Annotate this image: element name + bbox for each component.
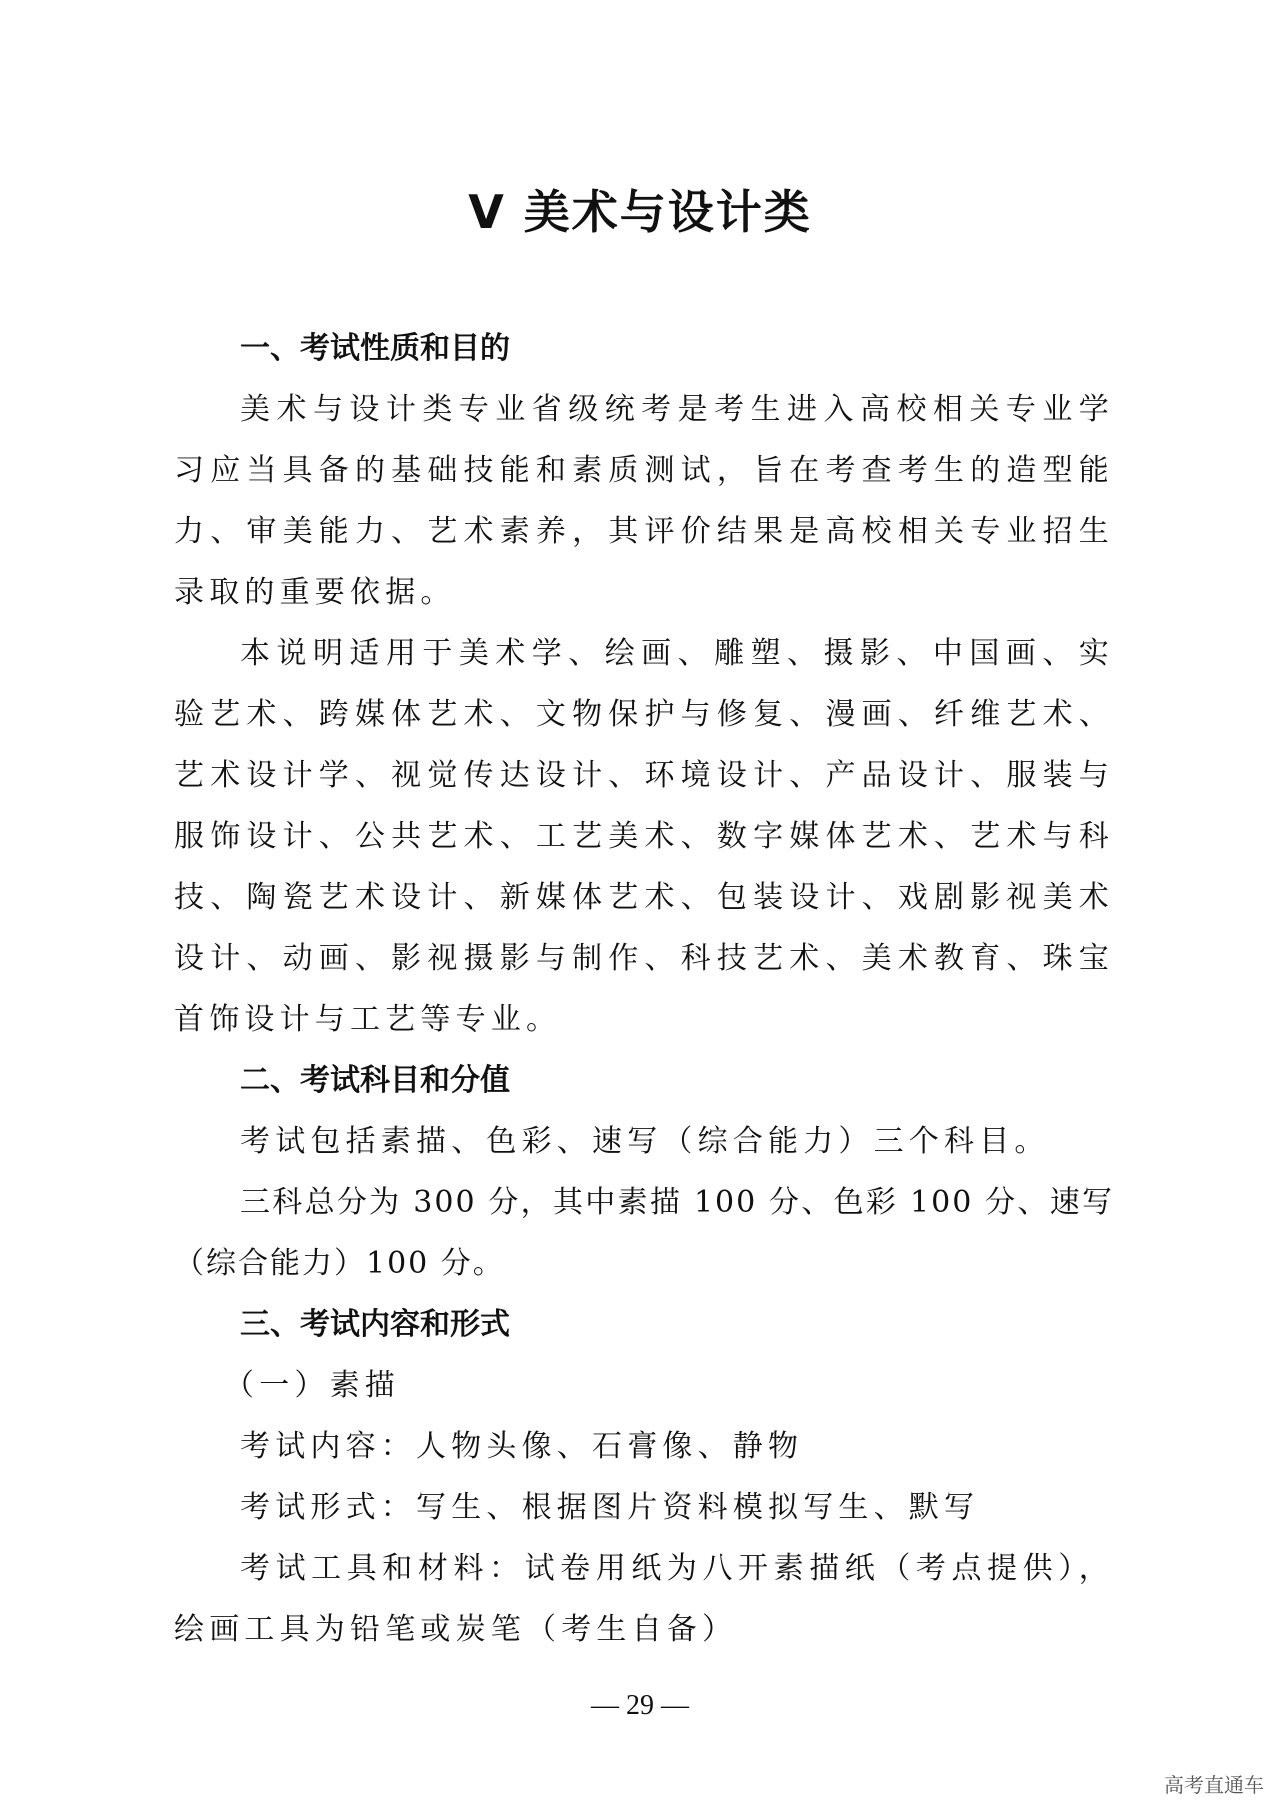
section-heading-1: 一、考试性质和目的 <box>240 331 510 366</box>
section-heading-3: 三、考试内容和形式 <box>240 1307 510 1342</box>
paragraph-scores: 三科总分为 300 分，其中素描 100 分、色彩 100 分、速写（综合能力）100 分。 <box>174 1185 1114 1281</box>
watermark-text: 高考直通车 <box>1164 1773 1264 1797</box>
document-body <box>174 318 1114 1660</box>
paragraph-purpose: 美术与设计类专业省级统考是考生进入高校相关专业学习应当具备的基础技能和素质测试，旨在考查考生的造型能力、审美能力、艺术素养，其评价结果是高校相关专业招生录取的重要依据。 <box>174 392 1114 610</box>
page-title: V 美术与设计类 <box>468 185 812 239</box>
section-heading-2: 二、考试科目和分值 <box>240 1063 510 1098</box>
paragraph-exam-content: 考试内容：人物头像、石膏像、静物 <box>240 1429 804 1464</box>
paragraph-scope: 本说明适用于美术学、绘画、雕塑、摄影、中国画、实验艺术、跨媒体艺术、文物保护与修复、漫画、纤维艺术、艺术设计学、视觉传达设计、环境设计、产品设计、服装与服饰设计、公共艺术、工艺美术、数字媒体艺术、艺术与科技、陶瓷艺术设计、新媒体艺术、包装设计、戏剧影视美术设计、动画、影视摄影与制作、科技艺术、美术教育、珠宝首饰设计与工艺等专业。 <box>174 636 1114 1037</box>
paragraph-exam-form: 考试形式：写生、根据图片资料模拟写生、默写 <box>240 1490 980 1525</box>
paragraph-subjects: 考试包括素描、色彩、速写（综合能力）三个科目。 <box>240 1124 1050 1159</box>
page-number: — 29 — <box>591 1690 689 1721</box>
subheading-sketch: （一）素描 <box>224 1368 400 1403</box>
paragraph-exam-tools: 考试工具和材料：试卷用纸为八开素描纸（考点提供），绘画工具为铅笔或炭笔（考生自备） <box>174 1551 1114 1647</box>
